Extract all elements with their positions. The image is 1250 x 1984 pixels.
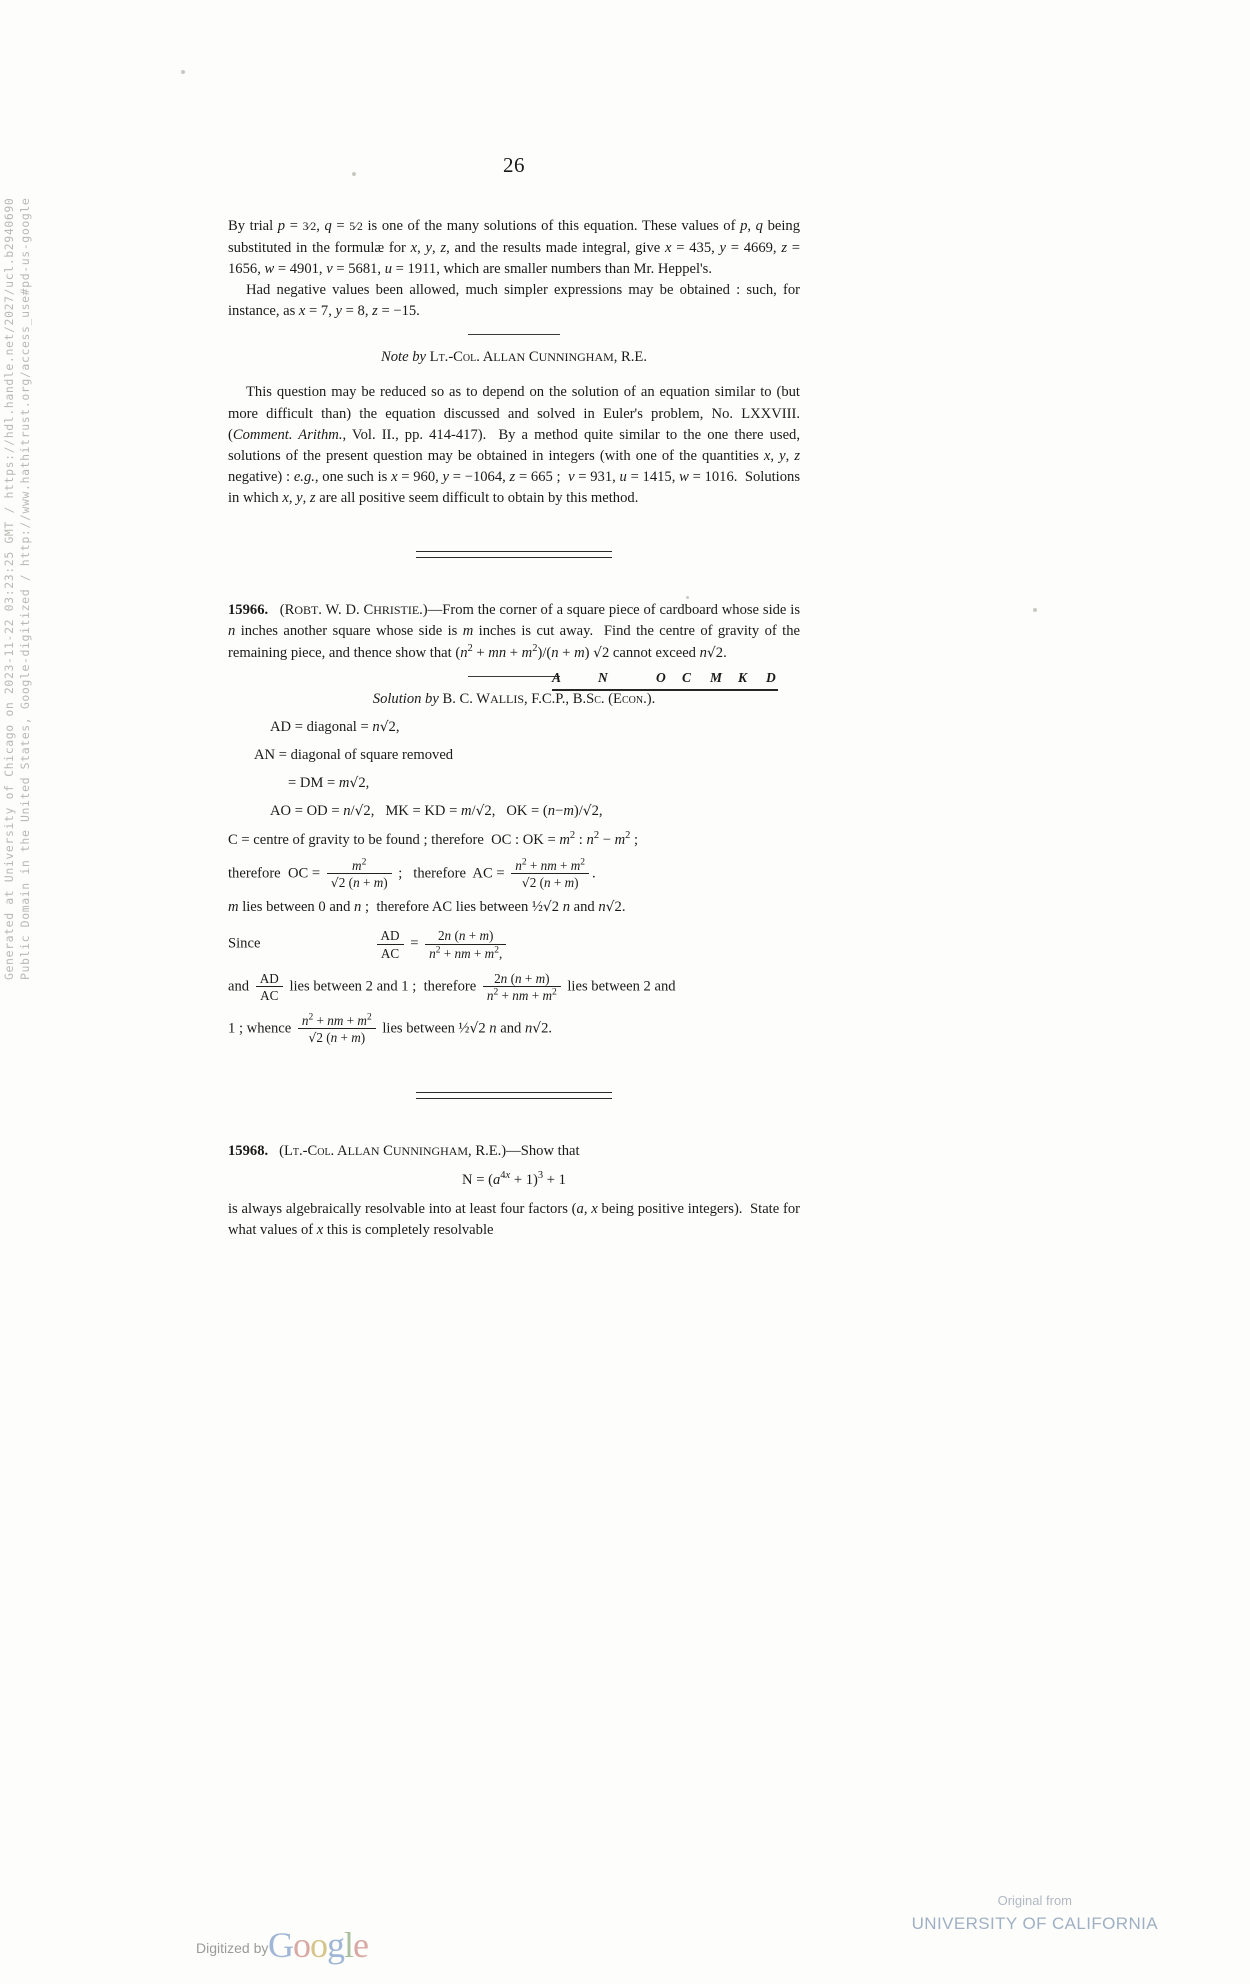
page-number: 26 — [503, 153, 525, 177]
fraction-ac: $\frac{n^2 + nm + m^2}{√2 (n + m)}$ — [511, 858, 589, 891]
math-line-centre-gravity: C = centre of gravity to be found ; therefore OC : OK = $m^2$ : $n^2 - m^2$ ; — [228, 829, 639, 848]
scan-speck — [1033, 608, 1037, 612]
logo-letter-o2: o — [310, 1925, 327, 1965]
logo-letter-e: e — [353, 1925, 368, 1965]
note-heading-rest: Lt.-Col. ALLAN CUNNINGHAM, R.E. — [429, 349, 647, 366]
institution-name: UNIVERSITY OF CALIFORNIA — [911, 1914, 1158, 1933]
logo-letter-g: G — [268, 1925, 293, 1965]
math-line-ao-od: AO = OD = n/√2, MK = KD = m/√2, OK = (n−m)/√2, — [270, 803, 603, 820]
paragraph-by-trial: By trial p = 3⁄2, q = 5⁄2 is one of the many solutions of this equation. These values of p, q being substituted in the formulæ for x, y, z, and the results made integral, give x = 435, y = 4669, z = 1656, w = 4901, v = 5681, u = 1911, which are smaller numbers than Mr. Heppel's. — [228, 218, 800, 277]
watermark-line-2: Public Domain in the United States, Google-digitized / http://www.hathitrust.org/access_use#pd-us-google — [18, 197, 32, 980]
watermark-line-1: Generated at University of Chicago on 2023-11-22 03:23:25 GMT / https://hdl.handle.net/2027/ucl.b2940690 — [2, 197, 16, 980]
math-line-an: AN = diagonal of square removed — [254, 747, 454, 764]
note-heading — [228, 347, 800, 368]
page-content — [228, 150, 800, 1241]
note-heading-italic: Note by — [381, 349, 426, 366]
math-line-oc-ac: therefore OC = $\frac{m^2}{√2 (n + m)}$ ; therefore AC = $\frac{n^2 + nm + m^2}{√2 (n + m)}$ . — [228, 857, 596, 890]
figure-labels — [552, 670, 778, 686]
problem-number: 15966. — [228, 602, 269, 619]
math-line-m-between: m lies between 0 and n ; therefore AC lies between ½√2 n and n√2. — [228, 899, 626, 916]
figure-label-A: A — [552, 670, 562, 685]
figure-label-C: C — [682, 670, 692, 685]
section-divider-double — [416, 1092, 612, 1099]
page-footer — [0, 1893, 1250, 1968]
solution-heading-rest: B. C. WALLIS, F.C.P., B.Sc. (Econ.). — [442, 690, 656, 707]
geometry-figure — [552, 670, 784, 691]
math-line-and-lies-between: and $\frac{AD}{AC}$ lies between 2 and 1 ; therefore $\frac{2n (n + m)}{n^2 + nm + m^2}$ lies between 2 and — [228, 970, 676, 1003]
math-line-ad: AD = diagonal = n√2, — [270, 718, 400, 735]
math-line-since: Since $\frac{AD}{AC}$ = $\frac{2n (n + m)}{n^2 + nm + m^2,}$ — [228, 928, 800, 960]
fraction-ratio-2: $\frac{2n (n + m)}{n^2 + nm + m^2}$ — [483, 971, 561, 1003]
figure-label-D: D — [766, 670, 776, 685]
original-from-block — [912, 1893, 1158, 1934]
problem-lead: Show that — [520, 1142, 580, 1159]
fraction-whence: $\frac{n^2 + nm + m^2}{√2 (n + m)}$ — [298, 1013, 376, 1046]
google-logo — [268, 1924, 368, 1966]
problem-formula: $N = (a^{4x} + 1)^3 + 1$ — [462, 1170, 566, 1188]
solution-heading-italic: Solution by — [372, 690, 439, 707]
divider-rule — [468, 334, 560, 335]
scan-speck — [181, 70, 185, 74]
divider-rule — [468, 676, 560, 677]
fraction-ad-ac-2: $\frac{AD}{AC}$ — [256, 971, 283, 1003]
solution-heading — [228, 689, 800, 710]
problem-15966: 15966. (ROBT. W. D. CHRISTIE.)—From the corner of a square piece of cardboard whose side is n inches another square whose side is m inches is cut away. Find the centre of gravity of the remaining piece, and thence show that ($n^2$ + mn + $m^2)/(n + m)$ √2 cannot exceed n√2. — [228, 602, 800, 661]
figure-label-K: K — [738, 670, 748, 685]
scan-provenance-watermark — [2, 198, 32, 980]
math-line-whence: 1 ; whence $\frac{n^2 + nm + m^2}{√2 (n + m)}$ lies between ½√2 n and n√2. — [228, 1012, 553, 1046]
math-line-dm: = DM = m√2, — [288, 775, 370, 792]
problem-15968-text: is always algebraically resolvable into at least four factors (a, x being positive integers). State for what values of x this is completely resolvable — [228, 1201, 801, 1239]
figure-label-M: M — [710, 670, 723, 685]
figure-segment-line — [552, 689, 778, 691]
fraction-ad-ac: $\frac{AD}{AC}$ — [377, 928, 404, 960]
original-from-label: Original from — [997, 1893, 1073, 1908]
logo-letter-g2: g — [327, 1925, 344, 1965]
paragraph-negative-values: Had negative values been allowed, much simpler expressions may be obtained : such, for instance, as x = 7, y = 8, z = −15. — [228, 281, 800, 320]
logo-letter-o1: o — [293, 1925, 310, 1965]
problem-15968: 15968. (Lt.-Col. ALLAN CUNNINGHAM, R.E.)—Show that — [228, 1142, 580, 1159]
section-divider-double — [416, 551, 612, 558]
digitized-by-label: Digitized by — [196, 1940, 269, 1956]
paragraph-cunningham-note: This question may be reduced so as to depend on the solution of an equation similar to (but more difficult than) the equation discussed and solved in Euler's problem, No. LXXVIII. (Comment. Arithm., Vol. II., pp. 414-417). By a method quite similar to the one there used, solutions of the present question may be obtained in integers (with one of the quantities x, y, z negative) : e.g., one such is x = 960, y = −1064, z = 665 ; v = 931, u = 1415, w = 1016. Solutions in which x, y, z are all positive seem difficult to obtain by this method. — [228, 384, 801, 507]
figure-label-N: N — [598, 670, 608, 685]
figure-label-O: O — [656, 670, 666, 685]
problem-number: 15968. — [228, 1142, 269, 1159]
fraction-ratio: $\frac{2n (n + m)}{n^2 + nm + m^2,}$ — [425, 928, 506, 960]
logo-letter-l: l — [344, 1925, 354, 1965]
fraction-oc: $\frac{m^2}{√2 (n + m)}$ — [327, 858, 392, 891]
